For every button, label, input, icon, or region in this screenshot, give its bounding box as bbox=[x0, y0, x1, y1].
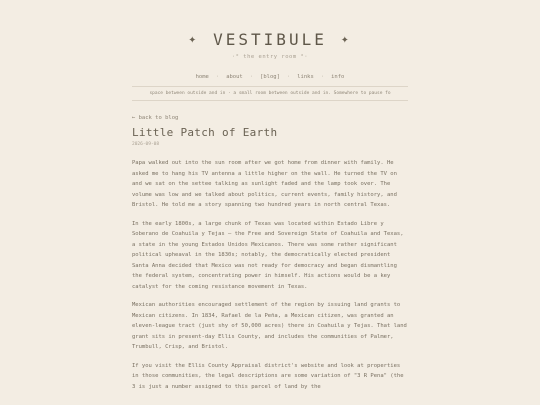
site-title-link[interactable]: VESTIBULE bbox=[213, 30, 327, 49]
post-title: Little Patch of Earth bbox=[132, 126, 278, 139]
nav-item-blog[interactable]: [blog] bbox=[260, 74, 280, 80]
nav-item-info[interactable]: info bbox=[331, 74, 345, 80]
nav-separator: · bbox=[286, 74, 291, 80]
nav-item-about[interactable]: about bbox=[226, 74, 243, 80]
post-paragraph: Papa walked out into the sun room after we got home from dinner with family. He asked me to hang his TV antenna a little higher on the wall. He turned the TV on and we sat on the settee talking as sunlight faded and the lamp took over. The volume was low and we talked about politics, current events, family history, and Bristol. He told me a story spanning two hundred years in north central Texas. bbox=[132, 160, 397, 208]
nav-separator: · bbox=[215, 74, 220, 80]
site-header bbox=[0, 0, 540, 80]
nav-separator: · bbox=[320, 74, 325, 80]
main-nav bbox=[0, 74, 540, 80]
post-paragraph: If you visit the Ellis County Appraisal district's website and look at properties in those communities, the legal descriptions are some variation of "3 R Pena" (the 3 is just a number assigned to this parcel of land by the bbox=[132, 362, 404, 390]
nav-item-links[interactable]: links bbox=[297, 74, 314, 80]
star-icon: ✦ bbox=[188, 32, 200, 47]
nav-item-home[interactable]: home bbox=[195, 74, 209, 80]
post-paragraph: In the early 1800s, a large chunk of Texas was located within Estado Libre y Soberano de Coahuila y Tejas – the Free and Sovereign State of Coahuila and Texas, a state in the young Estados Unidos Mexicanos. There was some rather significant political upheaval in the 1830s; notably, the democratically elected president Santa Anna decided that Mexico was not ready for democracy and began dismantling the federal system, concentrating power in himself. His actions would be a key catalyst for the coming resistance movement in Texas. bbox=[132, 220, 404, 290]
star-icon: ✦ bbox=[340, 32, 352, 47]
marquee-banner: space between outside and in · a small room between outside and in. Somewhere to pause fo bbox=[132, 86, 408, 101]
post-date: 2026-09-08 bbox=[132, 142, 160, 147]
site-title bbox=[0, 30, 540, 50]
site-tagline: ·° the entry room °· bbox=[231, 54, 309, 60]
post-content bbox=[132, 115, 408, 392]
nav-separator: · bbox=[249, 74, 254, 80]
post-paragraph: Mexican authorities encouraged settlement of the region by issuing land grants to Mexican citizens. In 1834, Rafael de la Peña, a Mexican citizen, was granted an eleven-league tract (just shy of 50,000 acres) there in Coahuila y Tejas. That land grant sits in present-day Ellis County, and includes the communities of Palmer, Trumbull, Crisp, and Bristol. bbox=[132, 302, 407, 350]
back-to-blog-link[interactable]: ← back to blog bbox=[132, 115, 179, 121]
